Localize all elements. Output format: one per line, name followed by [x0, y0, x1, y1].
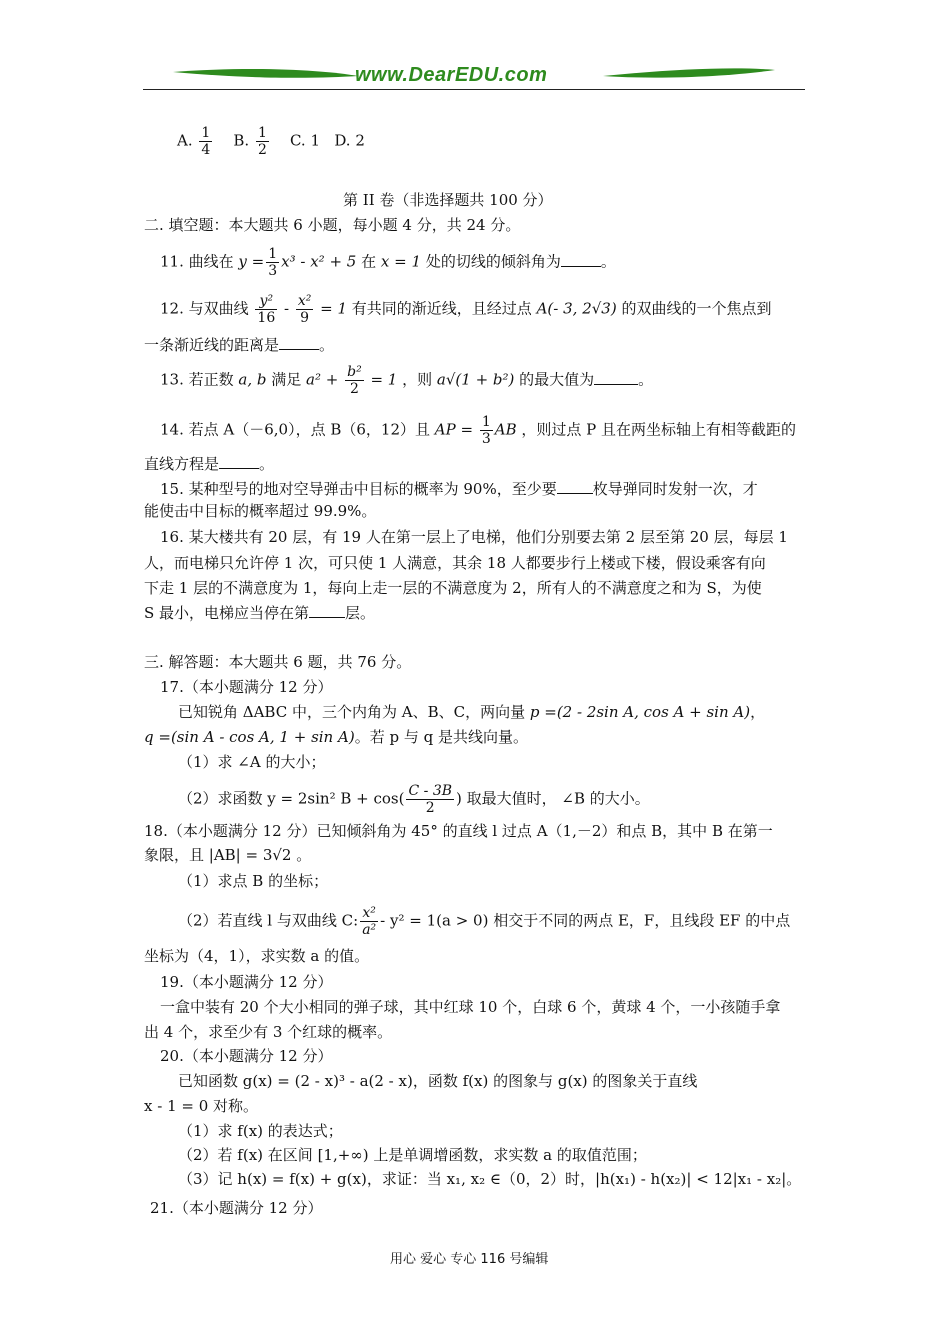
question-19-line2: 出 4 个，求至少有 3 个红球的概率。 [144, 1023, 393, 1041]
answer-blank[interactable] [219, 454, 259, 469]
question-13: 13. 若正数 a, b 满足 a² + $\frac{\text{b²}}{2}$ = 1 ，则 a√(1 + b²) 的最大值为 。 [160, 364, 654, 397]
question-17-sub2: （2）求函数 y = 2sin² B + cos( $\frac{C - 3B}{2}$ ) 取最大值时， ∠B 的大小。 [178, 783, 650, 816]
question-14-cont: 直线方程是 。 [144, 455, 275, 473]
question-19-header: 19.（本小题满分 12 分） [160, 973, 333, 991]
question-19-line1: 一盒中装有 20 个大小相同的弹子球，其中红球 10 个，白球 6 个，黄球 4 个，一小孩随手拿 [160, 998, 781, 1016]
question-17-line2: q =(sin A - cos A, 1 + sin A)。若 p 与 q 是共线向量。 [144, 728, 528, 746]
question-16-line3: 下走 1 层的不满意度为 1，每向上走一层的不满意度为 2，所有人的不满意度之和为 S，为使 [144, 579, 762, 597]
answer-blank[interactable] [561, 252, 601, 267]
question-21-header: 21.（本小题满分 12 分） [150, 1199, 323, 1217]
question-16-line1: 16. 某大楼共有 20 层，有 19 人在第一层上了电梯，他们分别要去第 2 层至第 20 层，每层 1 [160, 528, 788, 546]
question-18-sub2-cont: 坐标为（4，1），求实数 a 的值。 [144, 947, 370, 965]
header-rule [143, 89, 805, 90]
option-b-fraction: $\frac{1}{2}$ [257, 125, 267, 158]
question-15-cont: 能使击中目标的概率超过 99.9%。 [144, 502, 377, 520]
question-18-sub1: （1）求点 B 的坐标； [178, 872, 329, 890]
question-14: 14. 若点 A（－6,0），点 B（6，12）且 AP = $\frac{1}{3}$ AB ，则过点 P 且在两坐标轴上有相等截距的 [160, 414, 797, 447]
question-11: 11. 曲线在 y = $\frac{1}{3}$ x³ - x² + 5 在 x = 1 处的切线的倾斜角为 。 [160, 246, 616, 279]
question-18-line2: 象限，且 |AB| = 3√2 。 [144, 846, 312, 864]
answer-blank[interactable] [309, 603, 345, 618]
answer-blank[interactable] [594, 370, 638, 385]
option-c: C. 1 [289, 131, 320, 150]
question-12-cont: 一条渐近线的距离是 。 [144, 336, 335, 354]
question-17-header: 17.（本小题满分 12 分） [160, 678, 333, 696]
question-20-sub1: （1）求 f(x) 的表达式； [178, 1122, 343, 1140]
question-15: 15. 某种型号的地对空导弹击中目标的概率为 90%，至少要 枚导弹同时发射一次，才 [160, 480, 758, 498]
answer-options [177, 125, 365, 158]
answer-blank[interactable] [557, 479, 593, 494]
question-20-line2: x - 1 = 0 对称。 [144, 1097, 259, 1115]
question-17-line1: 已知锐角 ΔABC 中，三个内角为 A、B、C，两向量 p =(2 - 2sin A, cos A + sin A)， [178, 703, 766, 721]
answer-blank[interactable] [279, 335, 319, 350]
question-18-sub2: （2）若直线 l 与双曲线 C: $\frac{\text{x²}}{\text{a²}}$ - y² = 1(a > 0) 相交于不同的两点 E，F，且线段 EF 的中点 [178, 905, 791, 938]
site-logo-text[interactable]: www.DearEDU.com [355, 64, 548, 86]
question-16-line2: 人，而电梯只允许停 1 次，可只使 1 人满意，其余 18 人都要步行上楼或下楼，假设乘客有向 [144, 554, 766, 572]
question-18-line1: 18.（本小题满分 12 分）已知倾斜角为 45° 的直线 l 过点 A（1,－2）和点 B，其中 B 在第一 [144, 822, 773, 840]
page-footer: 用心 爱心 专心 116 号编辑 [390, 1252, 549, 1267]
part2-title: 第 II 卷（非选择题共 100 分） [343, 191, 553, 209]
question-20-sub2: （2）若 f(x) 在区间 [1,+∞) 上是单调增函数，求实数 a 的取值范围； [178, 1146, 647, 1164]
option-a: A. [177, 131, 193, 150]
question-20-sub3: （3）记 h(x) = f(x) + g(x)，求证：当 x₁, x₂ ∈（0，2）时，|h(x₁) - h(x₂)| < 12|x₁ - x₂|。 [178, 1170, 802, 1188]
question-17-sub1: （1）求 ∠A 的大小； [178, 753, 326, 771]
question-16-line4: S 最小，电梯应当停在第 层。 [144, 604, 376, 622]
question-20-line1: 已知函数 g(x) = (2 - x)³ - a(2 - x)，函数 f(x) 的图象与 g(x) 的图象关于直线 [178, 1072, 698, 1090]
fill-heading: 二. 填空题：本大题共 6 小题，每小题 4 分，共 24 分。 [144, 216, 521, 234]
option-a-fraction: $\frac{1}{4}$ [201, 125, 211, 158]
option-d: D. 2 [334, 131, 365, 150]
question-20-header: 20.（本小题满分 12 分） [160, 1047, 333, 1065]
question-12: 12. 与双曲线 $\frac{\text{y²}}{16}$ - $\frac{\text{x²}}{9}$ = 1 有共同的渐近线，且经过点 A(- 3, 2√3) 的双曲线的一个焦点到 [160, 293, 772, 326]
option-b: B. [233, 131, 250, 150]
solve-heading: 三. 解答题：本大题共 6 题，共 76 分。 [144, 653, 412, 671]
